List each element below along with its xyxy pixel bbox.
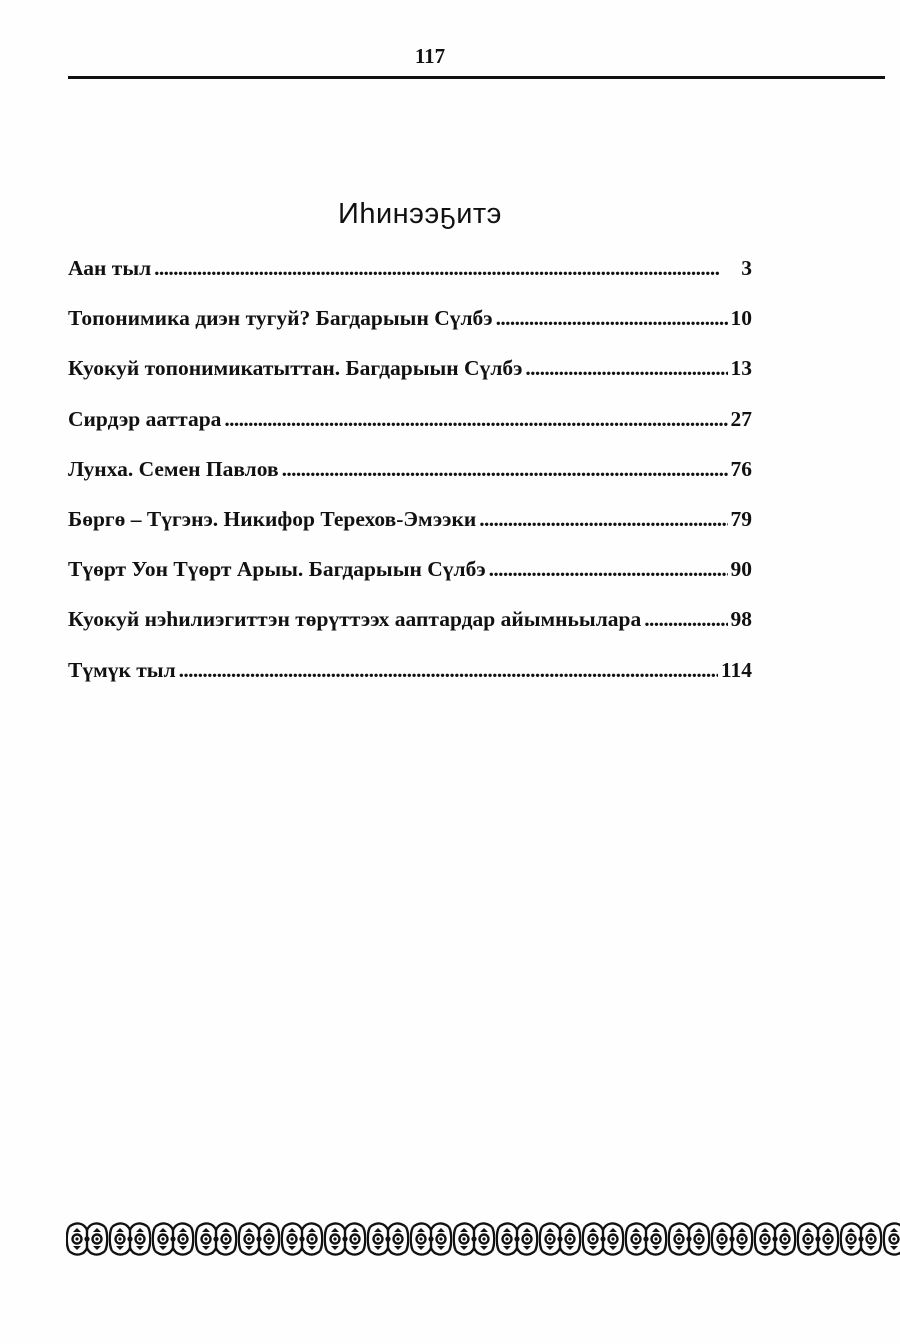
toc-entry-title: Сирдэр ааттара bbox=[68, 406, 222, 431]
toc-entry-title: Түөрт Уон Түөрт Арыы. Багдарыын Сүлбэ bbox=[68, 557, 486, 582]
table-of-contents bbox=[68, 250, 752, 702]
toc-entry bbox=[68, 652, 752, 702]
toc-entry bbox=[68, 501, 752, 551]
toc-entry bbox=[68, 250, 752, 300]
toc-entry-title: Топонимика диэн тугуй? Багдарыын Сүлбэ bbox=[68, 306, 493, 331]
toc-entry bbox=[68, 601, 752, 651]
dot-leader bbox=[496, 300, 728, 336]
dot-leader bbox=[479, 501, 727, 537]
dot-leader bbox=[224, 401, 727, 437]
header-rule bbox=[68, 76, 885, 79]
toc-entry-page: 10 bbox=[730, 306, 752, 331]
toc-entry bbox=[68, 350, 752, 400]
toc-entry bbox=[68, 551, 752, 601]
toc-entry bbox=[68, 451, 752, 501]
page-number: 117 bbox=[414, 44, 446, 68]
toc-entry-page: 76 bbox=[730, 456, 752, 481]
toc-entry-page: 13 bbox=[730, 356, 752, 381]
dot-leader bbox=[282, 451, 728, 487]
toc-entry bbox=[68, 401, 752, 451]
dot-leader bbox=[644, 601, 727, 637]
dot-leader bbox=[525, 350, 727, 386]
toc-entry-page: 98 bbox=[730, 607, 752, 632]
toc-entry-page: 3 bbox=[741, 256, 752, 280]
toc-title: Иһинээҕитэ bbox=[338, 198, 502, 230]
toc-entry-page: 114 bbox=[720, 657, 752, 682]
dot-leader bbox=[154, 250, 738, 286]
toc-entry-page: 27 bbox=[730, 406, 752, 431]
toc-entry-title: Аан тыл bbox=[68, 256, 152, 280]
dot-leader bbox=[179, 652, 718, 688]
ornamental-border-icon bbox=[66, 1219, 900, 1259]
toc-entry-title: Куокуй топонимикатыттан. Багдарыын Сүлбэ bbox=[68, 356, 523, 381]
dot-leader bbox=[489, 551, 728, 587]
toc-entry-title: Лунха. Семен Павлов bbox=[68, 456, 279, 481]
toc-entry-title: Бөргө – Түгэнэ. Никифор Терехов-Эмээки bbox=[68, 506, 477, 531]
toc-entry-page: 79 bbox=[730, 506, 752, 531]
toc-entry-title: Түмүк тыл bbox=[68, 657, 176, 682]
toc-entry-page: 90 bbox=[730, 557, 752, 582]
toc-entry bbox=[68, 300, 752, 350]
toc-entry-title: Куокуй нэһилиэгиттэн төрүттээх ааптардар айымньылара bbox=[68, 607, 642, 632]
